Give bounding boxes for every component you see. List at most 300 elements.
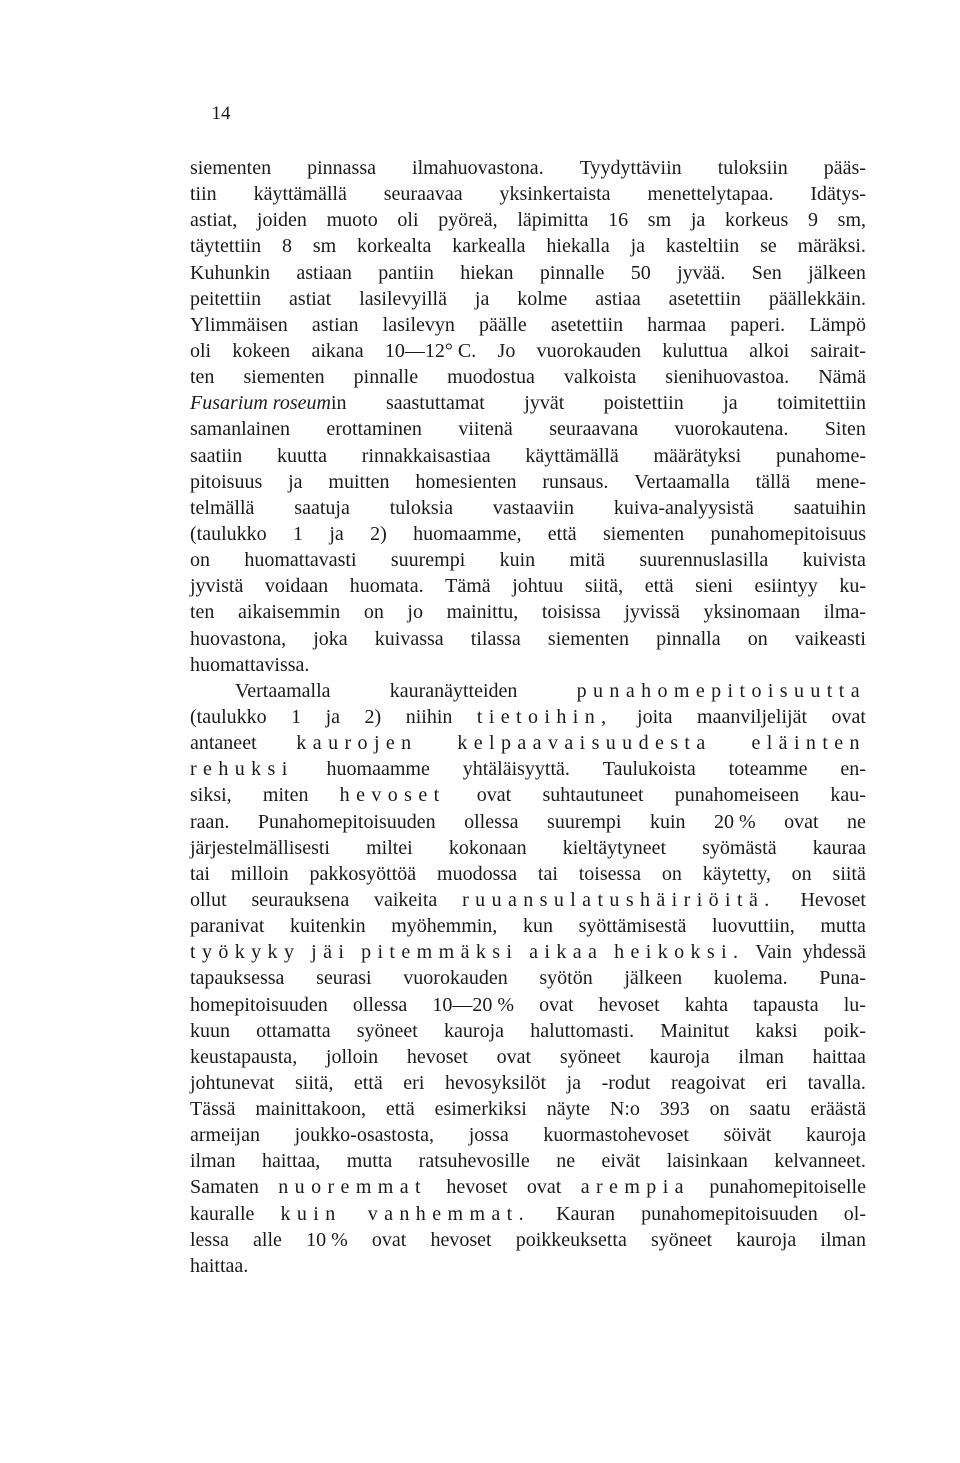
word: on [709,1098,730,1121]
text-line [190,678,866,704]
text-line [190,207,866,233]
word: korkeus [724,209,789,232]
word: haluttomasti. [530,1019,635,1042]
text-line [190,1044,866,1070]
word: runsaus. [542,470,609,493]
word: syöneet [651,1228,713,1251]
word: määrätyksi [653,444,742,467]
word: punahomepitoiselle [709,1176,866,1199]
word: kuluttua [662,339,728,362]
word: 393 [659,1098,690,1121]
word: märäksi. [797,235,866,258]
word: peitettiin [190,287,262,310]
word: ovat [476,784,512,807]
word: kauroja [444,1019,505,1042]
text-line [190,809,866,835]
word: vuorokauden [403,967,508,990]
word: tai [537,862,558,885]
text-line [190,835,866,861]
word: kauroja [806,1124,866,1147]
word: kauroja [736,1228,797,1251]
word: ten [190,601,215,624]
word: alle [253,1228,282,1251]
word: seuraavana [549,418,639,441]
word: 10 % [306,1228,348,1251]
word: kuutta [277,444,327,467]
page-number: 14 [211,103,231,124]
text-line [190,1253,866,1279]
word: on [791,862,812,885]
text-line [190,1148,866,1174]
word: kuolema. [713,967,788,990]
text-line [190,1201,866,1227]
word: ja [566,1071,582,1094]
word: tiin [190,183,217,206]
word: aikaa [529,941,604,964]
word: punahomepitoisuutta [576,679,866,702]
word: samanlainen [190,418,290,441]
word: myöhemmin, [391,915,498,938]
word: rinnakkaisastiaa [361,444,491,467]
word: pyöreä, [438,209,498,232]
word: Vertaamalla [235,679,331,702]
text-line [190,1096,866,1122]
word: Samaten [190,1176,259,1199]
word: toisessa [578,862,641,885]
word: kuun [190,1019,230,1042]
word: alkoi [749,339,790,362]
word: kokonaan [448,836,527,859]
word: huomaamme [326,758,430,781]
word: ja [329,522,344,545]
word: se [760,235,777,258]
word: kuin [499,549,536,572]
word: muodostua [447,366,535,389]
word: syöttämisestä [578,915,687,938]
word: ilmahuovastona. [412,157,544,179]
word: lu- [843,993,866,1016]
word: paperi. [730,313,786,336]
word: heikoksi. [614,941,745,964]
text-line [190,887,866,913]
word: mutta [346,1150,393,1173]
word: kuin [649,810,686,833]
word: syömästä [702,836,777,859]
word: arempia [580,1176,690,1199]
word: yhdessä [802,941,866,964]
word: ja [723,392,738,415]
word: syöneet [559,1045,621,1068]
word: asetettiin [550,313,624,336]
word: sm, [837,209,866,232]
word: pakkosyöttöä [309,862,417,885]
word: sairait- [810,339,866,362]
word: saastuttamat [385,392,485,415]
text-line [190,181,866,207]
word: astiaan [296,261,352,284]
word: telmällä [190,496,255,519]
word: toteamme [728,758,808,781]
word: jo [407,601,423,624]
word: ku- [839,575,866,598]
text-line [190,286,866,312]
word: huomaamme, [413,522,522,545]
word: saatuja [294,496,350,519]
word: on [190,549,210,572]
word: läpimitta [517,209,589,232]
word: käytetty, [702,862,771,885]
text-line [190,861,866,887]
word: yhtäläisyyttä. [462,758,570,781]
word: mutta [820,915,866,938]
word: ilman [820,1228,866,1251]
word: pantiin [378,261,434,284]
word: voidaan [264,575,329,598]
text-line [190,469,866,495]
word: Tässä [190,1098,236,1121]
text-line [190,338,866,364]
word: jäi [311,941,351,964]
word: pitoisuus [190,470,263,493]
text-line [190,652,866,678]
word: ovat [371,1228,407,1251]
text-line [190,756,866,782]
word: astian [311,313,359,336]
word: ne [556,1150,576,1173]
word: 2) [364,705,382,728]
word: haittaa, [261,1150,321,1173]
text-line [190,939,866,965]
text-line [190,495,866,521]
word: joukko-osastosta, [294,1124,435,1147]
word: näyte [546,1098,590,1121]
word: ilma- [823,601,866,624]
word: poikkeuksetta [515,1228,627,1251]
word: homepitoisuuden [190,993,328,1016]
text-line [190,364,866,390]
word: saatu [749,1098,791,1121]
word: menettelytapaa. [647,183,774,206]
word: saatiin [190,444,243,467]
word: kelpaavaisuudesta [457,732,712,755]
word: en- [840,758,866,781]
text-line [190,573,866,599]
word: ja [325,705,341,728]
word: joiden [256,209,307,232]
word: punahomepitoisuus [710,522,866,545]
text-line [190,547,866,573]
word: johtuu [512,575,564,598]
text-line [190,1018,866,1044]
word: jyvät [524,392,565,415]
word: viitenä [458,418,513,441]
word: siementen [547,627,630,650]
word: jyvistä [190,575,244,598]
word: eivät [601,1150,641,1173]
word: kaurojen [296,732,418,755]
word: Ylimmäisen [190,313,288,336]
word: ja [630,235,646,258]
word: rehuksi [190,758,294,781]
word: lasilevyn [382,313,455,336]
word: että [547,522,577,545]
word: järjestelmällisesti [190,836,330,859]
text-line [190,233,866,259]
word: Vertaamalla [634,470,730,493]
word: Punahomepitoisuuden [257,810,436,833]
word: 9 [807,209,818,232]
word: suurempi [390,549,466,572]
word: hiekalla [546,235,610,258]
word: kuitenkin [290,915,366,938]
word: käyttämällä [253,183,347,206]
word: kasteltiin [665,235,740,258]
word: hevoset [339,784,446,807]
word: seuraavaa [383,183,463,206]
word: 20 % [713,810,756,833]
word: eräästä [810,1098,866,1121]
word: ottamatta [256,1019,331,1042]
word: esimerkiksi [434,1098,527,1121]
word: keustapausta, [190,1045,298,1068]
word: tapauksessa [190,967,285,990]
word: muodossa [437,862,518,885]
word: huomattavissa. [190,653,310,676]
word: ollessa [464,810,519,833]
word: mainittakoon, [255,1098,366,1121]
word: jolloin [325,1045,379,1068]
word: siksi, [190,784,232,807]
word: suurennuslasilla [639,549,769,572]
word: Fusarium roseumin [190,392,347,415]
word: esiintyy [754,575,818,598]
word: antaneet [190,732,257,755]
word: täytettiin [190,235,262,258]
word: yksinkertaista [499,183,611,206]
word: 8 [281,235,292,258]
word: 10—20 % [432,993,514,1016]
word: eri [403,1071,425,1094]
word: hevosyksilöt [444,1071,547,1094]
word: kauranäytteiden [389,679,518,702]
word: astiat [289,287,332,310]
word: nuoremmat [278,1176,427,1199]
word: vastaaviin [492,496,575,519]
word: ten [190,366,215,389]
word: tai [190,862,210,885]
word: kuiva-analyysistä [613,496,754,519]
word: niihin [405,705,453,728]
word: mainittu, [446,601,519,624]
word: on [747,627,768,650]
word: kolme [517,287,568,310]
text-line [190,521,866,547]
word: jyvää. [677,261,726,284]
text-line [190,443,866,469]
word: raan. [190,810,230,833]
word: aikana [311,339,364,362]
word: (taulukko [190,522,267,545]
word: maanviljelijät [697,705,808,728]
word: oli [190,339,212,362]
word: siitä, [294,1071,334,1094]
word: siementen [243,366,325,389]
word: syöneet [356,1019,418,1042]
word: N:o [609,1098,640,1121]
word: ollessa [352,993,408,1016]
word: kahta [684,993,729,1016]
word: tavalla. [807,1071,866,1094]
word: jyvissä [624,601,680,624]
word: tällä [755,470,791,493]
word: jälkeen [624,967,683,990]
word: vuorokauden [536,339,642,362]
word: ilman [190,1150,236,1173]
word: karkealla [452,235,526,258]
word: 1 [291,705,302,728]
word: tilassa [470,627,521,650]
word: pitemmäksi [361,941,519,964]
word: hiekan [460,261,514,284]
word: haittaa. [190,1254,249,1277]
word: kauroja [649,1045,710,1068]
word: ollut [190,888,227,911]
text-line [190,1174,866,1200]
word: kieltäytyneet [562,836,667,859]
word: kuivassa [374,627,444,650]
word: käyttämällä [525,444,619,467]
word: reagoivat [671,1071,746,1094]
word: suurempi [547,810,622,833]
word: Puna- [819,967,866,990]
word: poik- [823,1019,866,1042]
word: 2) [370,522,387,545]
word: hevoset [406,1045,468,1068]
word: Tämä [445,575,491,598]
word: Taulukoista [602,758,696,781]
word: ilman [738,1045,784,1068]
text-line [190,704,866,730]
word: pinnalla [656,627,721,650]
word: että [385,1098,415,1121]
word: miten [262,784,309,807]
word: seurasi [316,967,372,990]
word: kauraa [812,836,866,859]
text-line [190,390,866,416]
word: mitä [569,549,606,572]
word: ovat [784,810,819,833]
word: kuormastohevoset [543,1124,689,1147]
word: johtunevat [190,1071,275,1094]
word: Lämpö [809,313,866,336]
word: on [661,862,682,885]
word: pääs- [823,157,866,179]
word: kaksi [755,1019,798,1042]
word: Siten [824,418,866,441]
word: laisinkaan [666,1150,748,1173]
word: aikaisemmin [238,601,341,624]
word: kelvanneet. [774,1150,866,1173]
word: hevoset [430,1228,492,1251]
word: paranivat [190,915,265,938]
word: toimitettiin [777,392,866,415]
word: ja [474,287,490,310]
word: että [353,1071,383,1094]
text-line [190,992,866,1018]
word: tuloksiin [717,157,788,179]
word: syötön [539,967,593,990]
word: ja [690,209,706,232]
word: -rodut [601,1071,651,1094]
word: luovuttiin, [711,915,795,938]
word: (taulukko [190,705,267,728]
word: tuloksia [389,496,454,519]
word: kuivista [802,549,866,572]
word: Jo [497,339,516,362]
word: ovat [526,1176,562,1199]
word: mene- [815,470,866,493]
word: milloin [230,862,289,885]
word: erottaminen [326,418,422,441]
word: pinnassa [307,157,377,179]
word: oli [397,209,419,232]
word: seurauksena [251,888,350,911]
word: joita [637,705,673,728]
word: vuorokautena. [674,418,789,441]
word: 10—12° C. [384,339,477,362]
word: poistettiin [603,392,684,415]
word: pinnalle [353,366,419,389]
word: ja [288,470,303,493]
word: ovat [831,705,866,728]
word: miltei [366,836,413,859]
word: huovastona, [190,627,287,650]
word: siitä, [584,575,624,598]
word: toisissa [541,601,601,624]
word: siitä [832,862,866,885]
word: päälle [479,313,527,336]
word: haittaa [812,1045,866,1068]
word: ol- [843,1202,866,1225]
text-line [190,312,866,338]
word: Kauran [556,1202,615,1225]
text-line [190,965,866,991]
word: päällekkäin. [768,287,866,310]
text-line [190,599,866,625]
word: Hevoset [800,888,866,911]
body-text [190,155,866,1279]
word: 1 [293,522,303,545]
word: siementen [190,157,272,179]
word: joka [313,627,348,650]
word: Nämä [818,366,866,389]
word: hevoset [598,993,660,1016]
word: lasilevyillä [359,287,447,310]
word: punahome- [776,444,866,467]
word: sm [647,209,672,232]
text-line [190,1227,866,1253]
word: vaikeasti [794,627,866,650]
word: ovat [539,993,574,1016]
word: Idätys- [810,183,866,206]
word: sieni [695,575,733,598]
word: ne [847,810,866,833]
word: Sen [751,261,782,284]
word: kokeen [232,339,291,362]
word: Tyydyttäviin [579,157,682,179]
word: siementen [603,522,685,545]
text-line [190,782,866,808]
